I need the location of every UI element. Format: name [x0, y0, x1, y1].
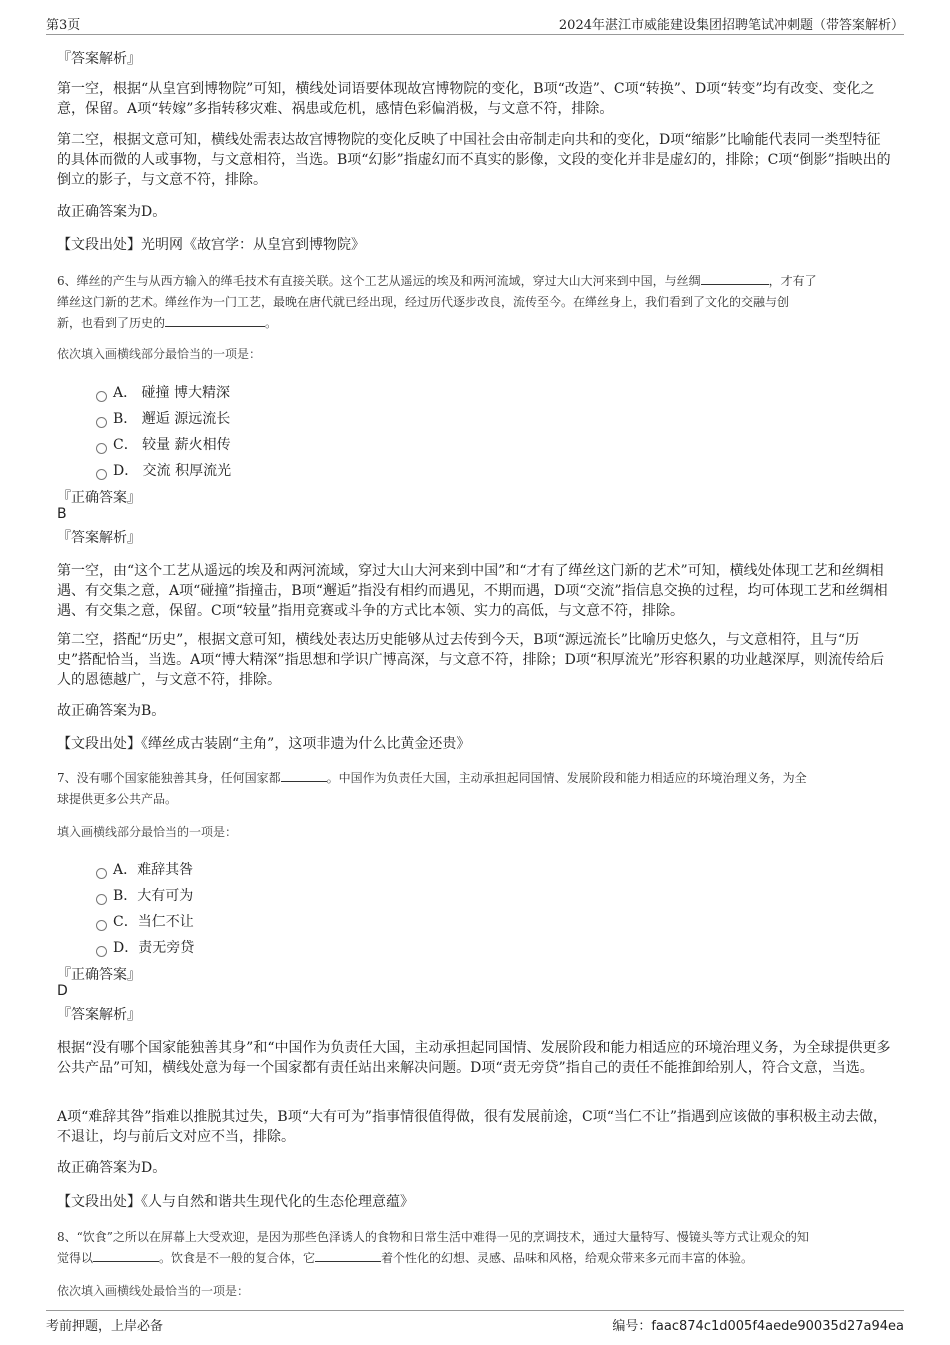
- fill-blank: [315, 1249, 381, 1262]
- question-8-text: 8、“饮食”之所以在屏幕上大受欢迎，是因为那些色泽诱人的食物和日常生活中难得一见的烹调技术，通过大量特写、慢镜头等方式让观众的知 觉得以 。饮食是不一般的复合体，它 着个性化的幻想、灵感、品味和风格，给观众带来多元而丰富的体验。: [57, 1230, 809, 1265]
- analysis-label: 『答案解析』: [57, 51, 141, 67]
- analysis-paragraph: 第一空，根据“从皇宫到博物院”可知，横线处词语要体现故宫博物院的变化，B项“改造”、C项“转换”、D项“转变”均有改变、变化之意，保留。A项“转嫁”多指转移灾难、祸患或危机，感情色彩偏消极，与文意不符，排除。: [57, 81, 875, 117]
- correct-answer: D: [57, 983, 68, 999]
- analysis-paragraph: 根据“没有哪个国家能独善其身”和“中国作为负责任大国，主动承担起同国情、发展阶段和能力相适应的环境治理义务，为全球提供更多公共产品”可知，横线处意为每一个国家都有责任站出来解决问题。D项“责无旁贷”指自己的责任不能推卸给别人，符合文意，当选。: [57, 1040, 891, 1076]
- radio-icon[interactable]: [96, 946, 107, 957]
- analysis-paragraph: A项“难辞其咎”指难以推脱其过失，B项“大有可为”指事情很值得做，很有发展前途，C项“当仁不让”指遇到应该做的事积极主动去做，不退让，均与前后文对应不当，排除。: [57, 1109, 888, 1145]
- question-prompt: 填入画横线部分最恰当的一项是：: [57, 825, 238, 839]
- source-line: 【文段出处】光明网《故宫学：从皇宫到博物院》: [57, 237, 365, 253]
- source-line: 【文段出处】《人与自然和谐共生现代化的生态伦理意蕴》: [57, 1194, 414, 1210]
- radio-icon[interactable]: [96, 894, 107, 905]
- radio-icon[interactable]: [96, 417, 107, 428]
- correct-answer-label: 『正确答案』: [57, 490, 141, 506]
- option-d[interactable]: D．责无旁贷: [96, 937, 194, 957]
- document-id: 编号：faac874c1d005f4aede90035d27a94ea: [612, 1319, 904, 1334]
- option-b[interactable]: B．大有可为: [96, 885, 193, 905]
- fill-blank: [701, 272, 769, 285]
- radio-icon[interactable]: [96, 391, 107, 402]
- question-7-text: 7、没有哪个国家能独善其身，任何国家都 。中国作为负责任大国，主动承担起同国情、发展阶段和能力相适应的环境治理义务，为全 球提供更多公共产品。: [57, 771, 807, 806]
- footer-slogan: 考前押题，上岸必备: [46, 1319, 164, 1334]
- analysis-label: 『答案解析』: [57, 1007, 141, 1023]
- option-c[interactable]: C． 较量 薪火相传: [96, 434, 231, 454]
- option-a[interactable]: A．难辞其咎: [96, 859, 193, 879]
- analysis-paragraph: 第一空，由“这个工艺从遥远的埃及和两河流域，穿过大山大河来到中国”和“才有了缂丝这门新的艺术”可知，横线处体现工艺和丝绸相遇、有交集之意，A项“碰撞”指撞击，B项“邂逅”指没有相约而遇见，不期而遇，D项“交流”指信息交换的过程，均可体现工艺和丝绸相遇、有交集之意，保留。C项“较量”指用竞赛或斗争的方式比本领、实力的高低，与文意不符，排除。: [57, 563, 888, 619]
- page-header: [46, 12, 904, 35]
- conclusion: 故正确答案为B。: [57, 703, 166, 719]
- correct-answer-label: 『正确答案』: [57, 967, 141, 983]
- radio-icon[interactable]: [96, 920, 107, 931]
- question-prompt: 依次填入画横线处最恰当的一项是：: [57, 1284, 250, 1298]
- fill-blank: [93, 1249, 159, 1262]
- source-line: 【文段出处】《缂丝成古装剧“主角”，这项非遗为什么比黄金还贵》: [57, 736, 471, 752]
- option-b[interactable]: B． 邂逅 源远流长: [96, 408, 230, 428]
- analysis-paragraph: 第二空，搭配“历史”，根据文意可知，横线处表达历史能够从过去传到今天，B项“源远流长”比喻历史悠久，与文意相符，且与“历史”搭配恰当，当选。A项“博大精深”指思想和学识广博高深，与文意不符，排除；D项“积厚流光”形容积累的功业越深厚，则流传给后人的恩德越广，与文意不符，排除。: [57, 632, 885, 688]
- option-d[interactable]: D． 交流 积厚流光: [96, 460, 231, 480]
- page-footer: [46, 1310, 904, 1333]
- radio-icon[interactable]: [96, 443, 107, 454]
- question-prompt: 依次填入画横线部分最恰当的一项是：: [57, 347, 262, 361]
- correct-answer: B: [57, 506, 67, 522]
- option-c[interactable]: C．当仁不让: [96, 911, 194, 931]
- fill-blank: [281, 769, 327, 782]
- question-6-text: 6、缂丝的产生与从西方输入的缂毛技术有直接关联。这个工艺从遥远的埃及和两河流域，穿过大山大河来到中国，与丝绸 ，才有了 缂丝这门新的艺术。缂丝作为一门工艺，最晚在唐代就已经出现，经过历代逐步改良，流传至今。在缂丝身上，我们看到了文化的交融与创 新，也看到了历史的 。: [57, 274, 817, 330]
- option-a[interactable]: A． 碰撞 博大精深: [96, 382, 230, 402]
- page-number: 第3页: [46, 18, 81, 33]
- conclusion: 故正确答案为D。: [57, 204, 167, 220]
- radio-icon[interactable]: [96, 868, 107, 879]
- conclusion: 故正确答案为D。: [57, 1160, 167, 1176]
- radio-icon[interactable]: [96, 469, 107, 480]
- fill-blank: [165, 314, 265, 327]
- document-title: 2024年湛江市威能建设集团招聘笔试冲刺题（带答案解析）: [558, 18, 904, 33]
- analysis-paragraph: 第二空，根据文意可知，横线处需表达故宫博物院的变化反映了中国社会由帝制走向共和的变化，D项“缩影”比喻能代表同一类型特征的具体而微的人或事物，与文意相符，当选。B项“幻影”指虚幻而不真实的影像，文段的变化并非是虚幻的，排除；C项“倒影”指映出的倒立的影子，与文意不符，排除。: [57, 132, 891, 188]
- analysis-label: 『答案解析』: [57, 530, 141, 546]
